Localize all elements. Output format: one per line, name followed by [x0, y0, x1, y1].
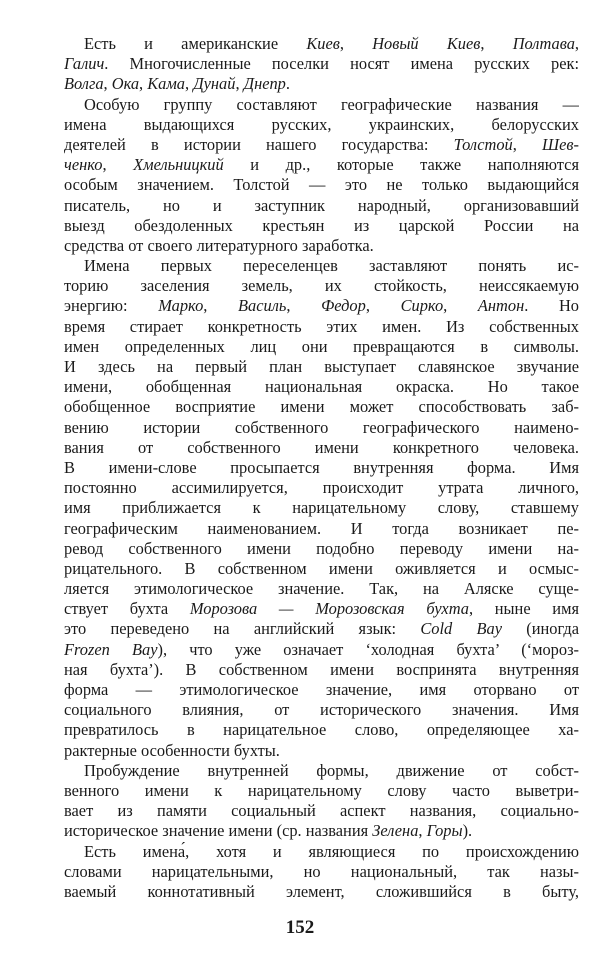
- text-line: [64, 720, 579, 740]
- text-line: [64, 579, 579, 599]
- text-segment: писатель, но и заступник народный, организовавший: [64, 195, 579, 215]
- text-line: [64, 115, 579, 135]
- text-segment: ,: [418, 821, 427, 841]
- text-segment: историческое значение имени (ср. названия: [64, 821, 373, 841]
- text-line: [64, 660, 579, 680]
- italic-term: Толстой: [453, 134, 513, 154]
- text-segment: обобщенное восприятие имени может способствовать заб-: [64, 397, 579, 417]
- text-segment: ная бухта’). В собственном имени воспринята внутренняя: [64, 659, 579, 679]
- text-line: [64, 296, 579, 316]
- italic-term: Кама: [147, 74, 185, 94]
- text-segment: превратилось в нарицательное слово, определяющее ха-: [64, 720, 579, 740]
- italic-term: Днепр: [243, 74, 286, 94]
- text-segment: ,: [103, 74, 112, 94]
- text-segment: деятелей в истории нашего государства:: [64, 134, 454, 154]
- text-segment: ваемый коннотативный элемент, сложившийся в быту,: [64, 881, 579, 901]
- text-segment: социального влияния, от исторического значения. Имя: [64, 700, 579, 720]
- text-line: [64, 862, 579, 882]
- italic-term: Горы: [426, 821, 463, 841]
- text-line: [64, 34, 579, 54]
- italic-term: Шев-: [542, 134, 579, 154]
- text-segment: (иногда: [502, 619, 579, 639]
- text-segment: ,: [365, 296, 401, 316]
- text-segment: ,: [480, 34, 513, 53]
- text-segment: ,: [286, 296, 322, 316]
- text-segment: ,: [102, 155, 134, 175]
- italic-term: Новый Киев: [372, 34, 481, 53]
- text-line: [64, 741, 579, 761]
- text-line: [64, 680, 579, 700]
- italic-term: Василь: [238, 296, 287, 316]
- text-line: [64, 54, 579, 74]
- text-line: [64, 842, 579, 862]
- text-line: [64, 337, 579, 357]
- text-line: [64, 175, 579, 195]
- text-segment: постоянно ассимилируется, происходит утрата личного,: [64, 478, 579, 498]
- italic-term: Волга: [64, 74, 104, 94]
- text-segment: словами нарицательными, но национальный, так назы-: [64, 861, 579, 881]
- text-segment: имени, обобщенная национальная окраска. Но такое: [64, 377, 579, 397]
- text-line: [64, 155, 579, 175]
- italic-term: Галич: [64, 54, 105, 74]
- italic-term: Марко: [158, 296, 204, 316]
- page-number: 152: [285, 917, 315, 938]
- text-segment: В имени-слове просыпается внутренняя форма. Имя: [64, 457, 579, 477]
- text-line: [64, 700, 579, 720]
- italic-term: Cold Bay: [420, 619, 502, 639]
- text-line: [64, 377, 579, 397]
- italic-term: Ока: [111, 74, 140, 94]
- text-segment: Особую группу составляют географические названия —: [84, 94, 579, 114]
- text-line: [64, 276, 579, 296]
- text-line: [64, 236, 579, 256]
- text-segment: ,: [512, 134, 543, 154]
- text-segment: ствует бухта: [64, 599, 190, 619]
- text-segment: имена выдающихся русских, украинских, белорусских: [64, 114, 579, 134]
- text-line: [64, 801, 579, 821]
- text-line: [64, 196, 579, 216]
- italic-term: Федор: [321, 296, 366, 316]
- text-segment: ), что уже означает ‘холодная бухта’ (‘мороз-: [157, 639, 579, 659]
- page-body-text: [64, 34, 579, 902]
- text-segment: вания от собственного имени конкретного человека.: [64, 437, 579, 457]
- text-line: [64, 882, 579, 902]
- text-line: [64, 256, 579, 276]
- italic-term: Морозова — Морозовская бухта: [189, 599, 469, 619]
- text-line: [64, 761, 579, 781]
- text-segment: ,: [574, 34, 579, 53]
- italic-term: Сирко: [400, 296, 444, 316]
- text-line: [64, 438, 579, 458]
- text-line: [64, 478, 579, 498]
- text-line: [64, 418, 579, 438]
- text-line: [64, 498, 579, 518]
- text-segment: рицательного. В собственном имени оживляется и осмыс-: [64, 558, 579, 578]
- text-line: [64, 317, 579, 337]
- text-segment: . Многочисленные поселки носят имена русских рек:: [104, 54, 579, 74]
- text-line: [64, 397, 579, 417]
- text-segment: ,: [185, 74, 194, 94]
- text-line: [64, 821, 579, 841]
- text-segment: Имена первых переселенцев заставляют понять ис-: [84, 256, 579, 276]
- text-segment: имен определенных лиц они превращаются в символы.: [64, 336, 579, 356]
- text-segment: Пробуждение внутренней формы, движение от собст-: [84, 760, 579, 780]
- text-line: [64, 539, 579, 559]
- text-segment: венного имени к нарицательному слову часто выветри-: [64, 780, 579, 800]
- text-segment: имя приближается к нарицательному слову, ставшему: [64, 498, 579, 518]
- italic-term: Полтава: [512, 34, 575, 53]
- italic-term: Зелена: [372, 821, 419, 841]
- italic-term: Киев: [306, 34, 340, 53]
- text-segment: выезд обездоленных крестьян из царской России на: [64, 215, 579, 235]
- text-segment: ,: [443, 296, 478, 316]
- text-segment: ,: [339, 34, 373, 53]
- text-segment: особым значением. Толстой — это не только выдающийся: [64, 175, 579, 195]
- text-segment: время стирает конкретность этих имен. Из собственных: [64, 316, 579, 336]
- text-line: [64, 216, 579, 236]
- text-segment: форма — этимологическое значение, имя оторвано от: [64, 680, 579, 699]
- text-segment: . Но: [524, 296, 579, 316]
- italic-term: Антон: [477, 296, 525, 316]
- italic-term: Дунай: [193, 74, 236, 94]
- text-segment: ,: [235, 74, 244, 94]
- text-segment: рактерные особенности бухты.: [64, 740, 280, 760]
- text-segment: ляется этимологическое значение. Так, на Аляске суще-: [64, 579, 579, 599]
- text-segment: Есть имена́, хотя и являющиеся по происхождению: [84, 841, 579, 861]
- text-segment: .: [285, 74, 290, 94]
- text-segment: , ныне имя: [468, 599, 579, 619]
- italic-term: Хмельницкий: [133, 155, 224, 175]
- text-line: [64, 781, 579, 801]
- text-line: [64, 519, 579, 539]
- text-segment: и др., которые также наполняются: [223, 155, 579, 175]
- text-line: [64, 458, 579, 478]
- text-segment: вению истории собственного географического наимено-: [64, 417, 579, 437]
- text-segment: ,: [203, 296, 239, 316]
- text-line: [64, 599, 579, 619]
- text-segment: энергию:: [64, 296, 159, 316]
- italic-term: Frozen Bay: [64, 639, 158, 659]
- text-line: [64, 357, 579, 377]
- text-segment: вает из памяти социальный аспект названия, социально-: [64, 801, 579, 821]
- text-line: [64, 640, 579, 660]
- text-segment: средства от своего литературного заработка.: [64, 235, 374, 255]
- text-segment: ревод собственного имени подобно переводу имени на-: [64, 538, 579, 558]
- text-segment: торию заселения земель, их стойкость, неиссякаемую: [64, 276, 579, 296]
- text-segment: ,: [139, 74, 148, 94]
- text-segment: Есть и американские: [84, 34, 307, 53]
- text-segment: географическим наименованием. И тогда возникает пе-: [64, 518, 579, 538]
- text-segment: это переведено на английский язык:: [64, 619, 421, 639]
- text-line: [64, 95, 579, 115]
- italic-term: ченко: [64, 155, 103, 175]
- text-segment: И здесь на первый план выступает славянское звучание: [64, 357, 579, 376]
- text-line: [64, 135, 579, 155]
- text-line: [64, 559, 579, 579]
- text-line: [64, 619, 579, 639]
- text-segment: ).: [462, 821, 473, 841]
- text-line: [64, 74, 579, 94]
